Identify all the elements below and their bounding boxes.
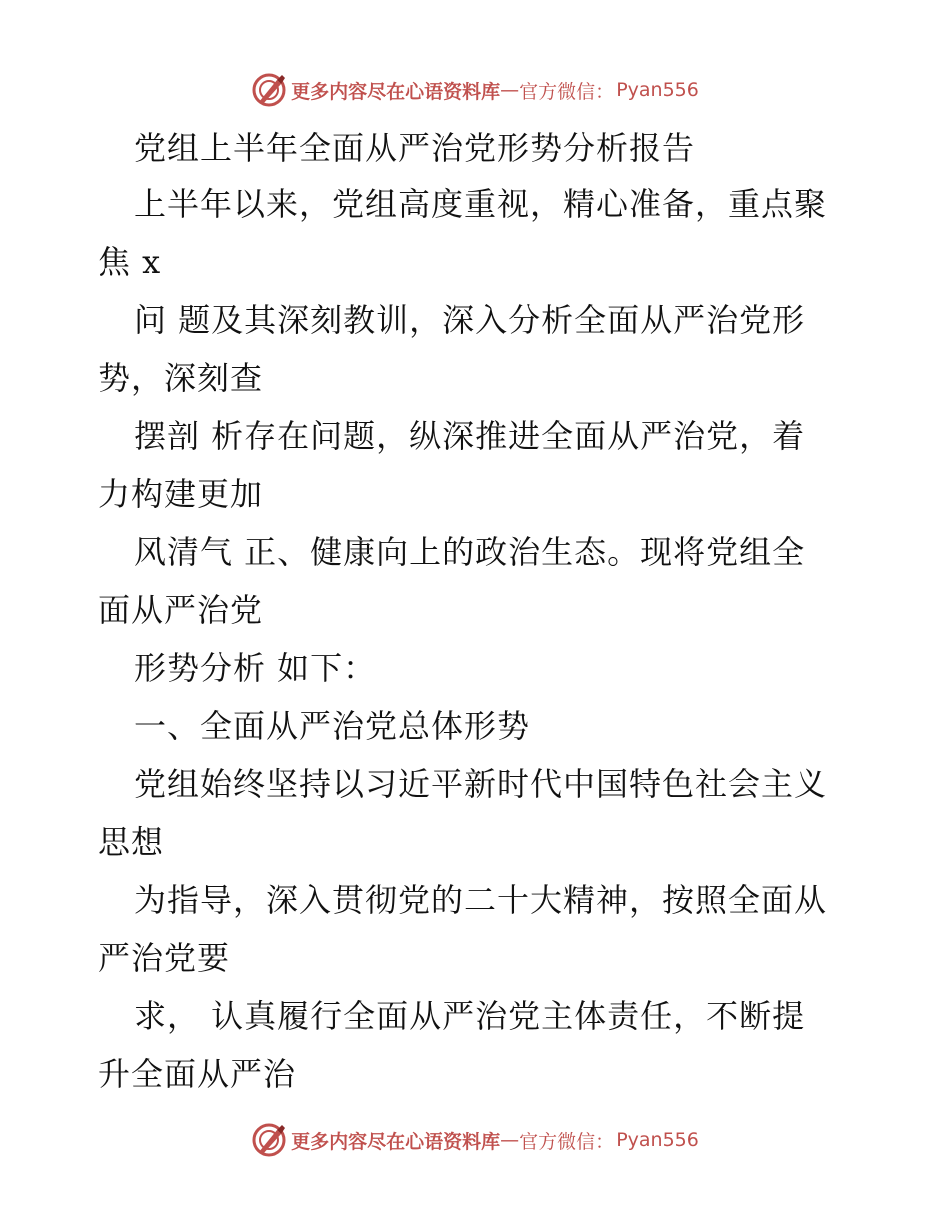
section-heading: 一、全面从严治党总体形势 xyxy=(134,707,531,745)
pen-logo-icon xyxy=(251,1122,287,1158)
paragraph-line: 焦 x xyxy=(98,243,162,281)
banner-dash: — xyxy=(500,1129,520,1151)
site-name: 更多内容尽在心语资料库 xyxy=(291,1130,501,1153)
document-title: 党组上半年全面从严治党形势分析报告 xyxy=(134,129,696,167)
paragraph-line: 力构建更加 xyxy=(98,475,264,513)
paragraph-line: 摆剖 析存在问题，纵深推进全面从严治党，着 xyxy=(134,417,806,455)
paragraph-line: 形势分析 如下： xyxy=(134,649,377,687)
paragraph-line: 党组始终坚持以习近平新时代中国特色社会主义 xyxy=(134,765,828,803)
paragraph-line: 严治党要 xyxy=(98,939,231,977)
wechat-id: Pyan556 xyxy=(616,1129,699,1151)
paragraph-line: 求， 认真履行全面从严治党主体责任，不断提 xyxy=(134,997,806,1035)
paragraph-line: 面从严治党 xyxy=(98,591,264,629)
site-name: 更多内容尽在心语资料库 xyxy=(291,80,501,103)
wechat-label: 官方微信： xyxy=(519,80,615,103)
paragraph-line: 升全面从严治 xyxy=(98,1055,297,1093)
paragraph-line: 思想 xyxy=(98,823,165,861)
paragraph-line: 为指导，深入贯彻党的二十大精神，按照全面从 xyxy=(134,881,828,919)
footer-banner xyxy=(0,1120,950,1160)
header-banner xyxy=(0,70,950,110)
paragraph-line: 上半年以来，党组高度重视，精心准备，重点聚 xyxy=(134,185,828,223)
paragraph-line: 势，深刻查 xyxy=(98,359,264,397)
wechat-label: 官方微信： xyxy=(519,1130,615,1153)
banner-dash: — xyxy=(500,79,520,101)
paragraph-line: 风清气 正、健康向上的政治生态。现将党组全 xyxy=(134,533,806,571)
wechat-id: Pyan556 xyxy=(616,79,699,101)
paragraph-line: 问 题及其深刻教训，深入分析全面从严治党形 xyxy=(134,301,806,339)
pen-logo-icon xyxy=(251,72,287,108)
